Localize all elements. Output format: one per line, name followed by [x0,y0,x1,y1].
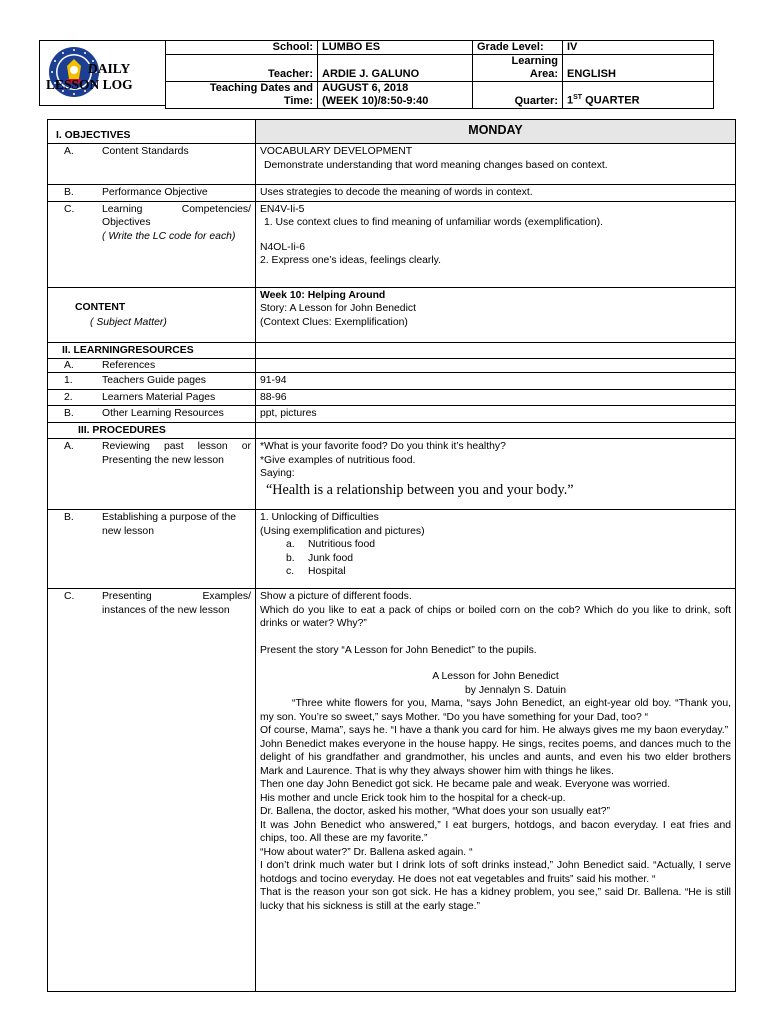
dates-value [318,82,473,109]
area-label [473,55,563,82]
lc-label-b: Competencies/ [181,203,251,215]
title-daily: DAILY [88,61,131,76]
logo-box [39,40,166,106]
story-paragraph: John Benedict makes everyone in the house happy. He sings, recites poems, and dances much to the delight of his grandfather and grandmother, his uncles and aunts, and even his two elder brothers Mark and Laurence. That is why they always shower him with things he likes. [260,738,731,777]
content-clues: (Context Clues: Exemplification) [260,316,408,328]
ref-label: References [102,360,156,371]
list-item: c. Hospital [286,566,346,577]
cs-line1: VOCABULARY DEVELOPMENT [260,146,413,157]
tg-row [48,373,736,390]
content-note: ( Subject Matter) [90,317,167,328]
story-paragraph: I don’t drink much water but I drink lots of soft drinks instead,” John Benedict said. “Actually, I serve hotdogs and tocino everyday. He does not eat vegetables and fruits” said his mother. “ [260,860,731,885]
quarter-word: QUARTER [582,95,640,107]
pres-p1: Show a picture of different foods. [260,591,412,602]
po-text: Uses strategies to decode the meaning of words in context. [256,185,736,202]
title-lesson-log: LESSON LOG [46,77,133,92]
lm-row [48,389,736,406]
grade-value: IV [563,41,714,55]
resources-title-row [48,342,736,359]
olr-label: Other Learning Resources [102,408,224,419]
references-row [48,359,736,373]
story-paragraph: Dr. Ballena, the doctor, asked his mother, “What does your son usually eat?” [260,806,611,817]
list-item: b. Junk food [286,552,354,564]
content-week: Week 10: Helping Around [260,289,386,301]
presenting-row [48,589,736,992]
resources-title: II. LEARNINGRESOURCES [48,342,256,359]
cs-label: Content Standards [102,146,189,157]
story-paragraph: Of course, Mama”, says he. “I have a thank you card for him. He always gives me my baon everyday.” [260,725,729,736]
procedures-title: III. PROCEDURES [48,422,256,439]
lc-item1: 1. Use context clues to find meaning of unfamiliar words (exemplification). [264,217,604,228]
purpose-row [48,510,736,589]
area-label-line2: Area: [529,68,558,80]
school-value: LUMBO ES [318,41,473,55]
story-paragraph: “How about water?” Dr. Ballena asked again. “ [260,846,473,858]
competencies-row [48,201,736,287]
story-title: A Lesson for John Benedict [432,671,559,682]
cs-num: A. [64,146,74,157]
pres-p2: Which do you like to eat a pack of chips or boiled corn on the cob? Which do you like to drink, soft drinks or water? Why?” [260,604,731,629]
olr-num: B. [64,408,74,419]
dates-label-line2: Time: [283,95,313,107]
area-label-line1: Learning [511,55,558,67]
po-label: Performance Objective [102,187,208,198]
pur-label-a: Establishing a purpose of the [102,512,237,523]
lc-item2: 2. Express one’s ideas, feelings clearly. [260,255,441,266]
pur-line2: (Using exemplification and pictures) [260,525,425,537]
content-standards-row [48,144,736,185]
lesson-table [47,119,736,992]
rev-label-c: lesson [197,441,228,452]
rev-label-a: Reviewing [102,441,150,452]
story-paragraph: It was John Benedict who answered,” I eat burgers, hotdogs, and bacon everyday. I eat fries and chips, too. All these are my favorite.” [260,819,731,844]
pres-label-b: Examples/ [202,591,251,602]
pur-num: B. [64,512,74,523]
tg-num: 1. [64,375,73,386]
content-story: Story: A Lesson for John Benedict [260,303,416,314]
pres-label-a: Presenting [102,591,152,602]
day-header: MONDAY [256,120,736,144]
time-value: (WEEK 10)/8:50-9:40 [322,95,429,107]
rev-label-e: Presenting the new lesson [102,454,224,466]
rev-label-d: or [241,441,251,452]
header [39,40,728,106]
story-paragraph: That is the reason your son got sick. He has a kidney problem, you see,” said Dr. Ballena. “He is still lucky that his sickness is still at the early stage.” [260,887,731,912]
quarter-value [563,82,714,109]
lc-label-a: Learning [102,203,143,215]
rev-q1: *What is your favorite food? Do you think it’s healthy? [260,441,506,452]
lm-label: Learners Material Pages [102,391,216,403]
tg-label: Teachers Guide pages [102,375,206,386]
teacher-value: ARDIE J. GALUNO [318,55,473,82]
lm-value: 88-96 [256,389,736,406]
list-item: a. Nutritious food [286,539,375,550]
pur-line1: 1. Unlocking of Difficulties [260,512,379,523]
story-body [260,697,731,913]
school-label: School: [166,41,318,55]
lc-num: C. [64,203,75,215]
objectives-header-row [48,120,736,144]
rev-saying: “Health is a relationship between you and your body.” [266,481,574,498]
procedures-title-row [48,422,736,439]
objectives-title: I. OBJECTIVES [48,120,256,144]
pres-label-c: instances of the new lesson [102,604,230,616]
story-paragraph: His mother and uncle Erick took him to the hospital for a check-up. [260,792,566,804]
story-paragraph: Then one day John Benedict got sick. He became pale and weak. Everyone was worried. [260,779,671,790]
content-row [48,287,736,342]
area-value: ENGLISH [563,55,714,82]
teacher-label: Teacher: [166,55,318,82]
rev-num: A. [64,441,74,452]
header-info-table [165,40,714,109]
cs-line2: Demonstrate understanding that word meaning changes based on context. [264,159,608,171]
lc-label-c: Objectives [102,217,151,228]
ref-num: A. [64,360,74,371]
po-num: B. [64,187,74,198]
pur-label-b: new lesson [102,525,154,537]
olr-value: ppt, pictures [256,406,736,423]
pres-num: C. [64,591,75,602]
rev-q2: *Give examples of nutritious food. [260,454,416,466]
story-paragraph: “Three white flowers for you, Mama, “says John Benedict, an eight-year old boy. “Thank you, my son. You’re so sweet,” says Mother. “Do you have something for your Dad, too? “ [260,698,731,723]
dates-label-line1: Teaching Dates and [209,82,313,94]
dates-label [166,82,318,109]
story-author: by Jennalyn S. Datuin [464,684,567,696]
pres-p3: Present the story “A Lesson for John Benedict” to the pupils. [260,644,537,656]
date-value: AUGUST 6, 2018 [322,82,409,94]
rev-label-b: past [163,441,184,452]
lc-code1: EN4V-Ii-5 [260,203,305,215]
tg-value: 91-94 [256,373,736,390]
lc-label-note: ( Write the LC code for each) [102,230,236,242]
grade-label: Grade Level: [473,41,563,55]
reviewing-row [48,439,736,510]
performance-row [48,185,736,202]
quarter-sup: ST [573,94,583,102]
lc-code2: N4OL-Ii-6 [260,241,306,253]
quarter-num: 1 [567,95,574,107]
olr-row [48,406,736,423]
content-label: CONTENT [75,301,126,313]
rev-saying-label: Saying: [260,468,295,479]
lm-num: 2. [64,391,73,403]
quarter-label: Quarter: [473,82,563,109]
